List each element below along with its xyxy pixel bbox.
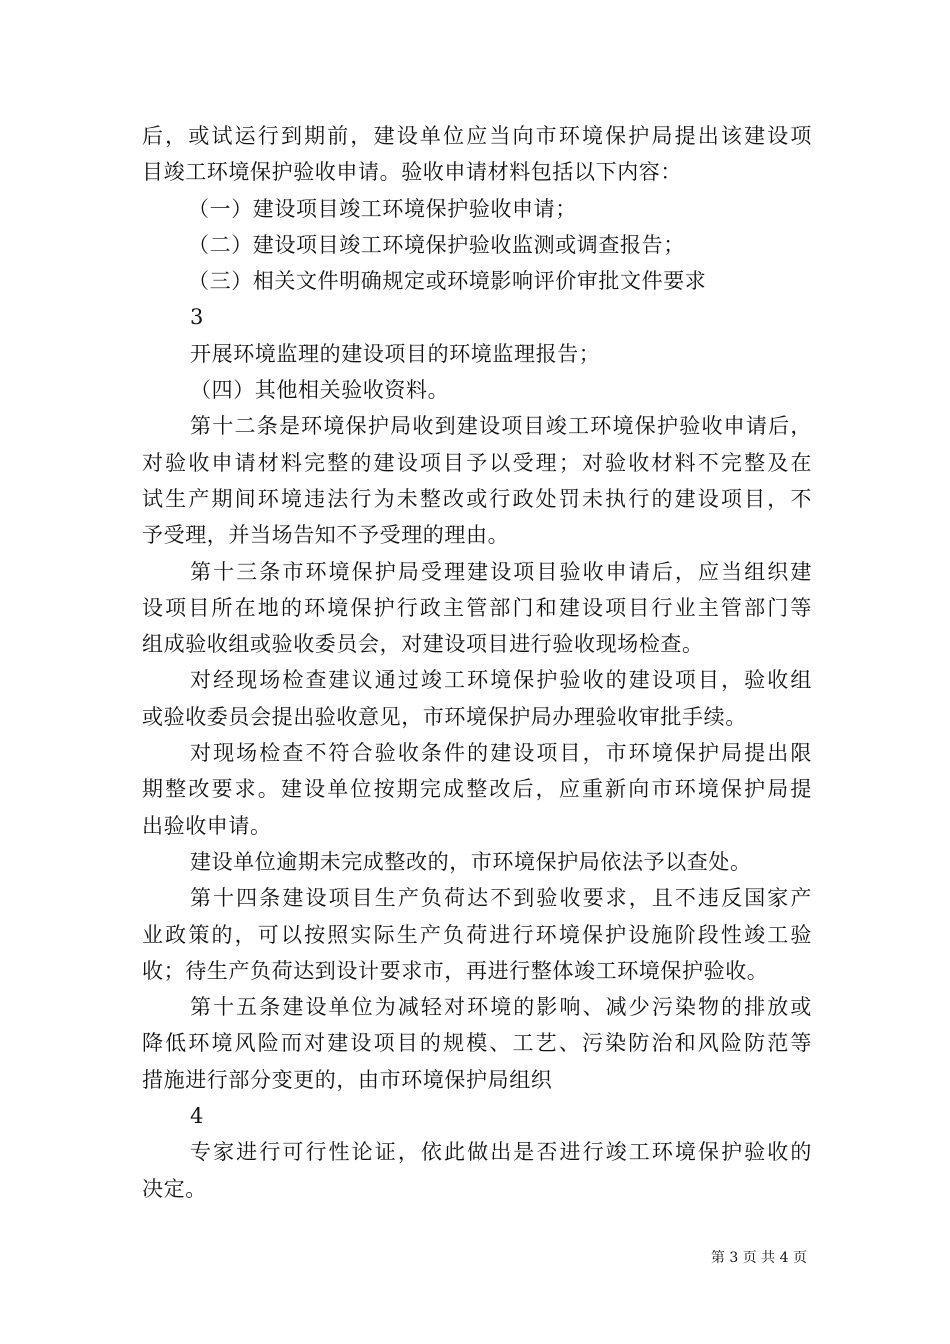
paragraph-line: 专家进行可行性论证，依此做出是否进行竣工环境保护验收的 <box>190 1140 812 1165</box>
paragraph-line: 后，或试运行到期前，建设单位应当向市环境保护局提出该建设项 <box>142 124 812 148</box>
article-line: 对验收申请材料完整的建设项目予以受理；对验收材料不完整及在 <box>142 450 812 475</box>
article-line: 设项目所在地的环境保护行政主管部门和建设项目行业主管部门等 <box>142 595 812 620</box>
article-line: 第十二条是环境保护局收到建设项目竣工环境保护验收申请后， <box>190 414 812 439</box>
article-line: 第十三条市环境保护局受理建设项目验收申请后，应当组织建 <box>190 559 812 584</box>
inline-page-number: 3 <box>190 305 204 330</box>
paragraph-line: 或验收委员会提出验收意见，市环境保护局办理验收审批手续。 <box>142 704 747 729</box>
paragraph-line: 开展环境监理的建设项目的环境监理报告； <box>190 341 601 366</box>
article-line: 予受理，并当场告知不予受理的理由。 <box>142 523 510 548</box>
article-line: 组成验收组或验收委员会，对建设项目进行验收现场检查。 <box>142 632 704 657</box>
article-line: 第十四条建设项目生产负荷达不到验收要求，且不违反国家产 <box>190 886 812 911</box>
list-item: （二）建设项目竣工环境保护验收监测或调查报告； <box>188 232 685 257</box>
article-line: 收；待生产负荷达到设计要求市，再进行整体竣工环境保护验收。 <box>142 958 769 983</box>
paragraph-line: 对经现场检查建议通过竣工环境保护验收的建设项目，验收组 <box>190 668 812 693</box>
article-line: 第十五条建设单位为减轻对环境的影响、减少污染物的排放或 <box>190 995 812 1020</box>
paragraph-line: 建设单位逾期未完成整改的，市环境保护局依法予以查处。 <box>190 849 752 874</box>
paragraph-line: 对现场检查不符合验收条件的建设项目，市环境保护局提出限 <box>190 741 812 766</box>
page-footer: 第 3 页 共 4 页 <box>710 1250 807 1266</box>
article-line: 试生产期间环境违法行为未整改或行政处罚未执行的建设项目，不 <box>142 486 812 511</box>
list-item: （四）其他相关验收资料。 <box>190 378 450 403</box>
paragraph-line: 出验收申请。 <box>142 813 272 838</box>
paragraph-line: 决定。 <box>142 1176 207 1201</box>
article-line: 措施进行部分变更的，由市环境保护局组织 <box>142 1067 553 1092</box>
article-line: 业政策的，可以按照实际生产负荷进行环境保护设施阶段性竣工验 <box>142 922 812 947</box>
paragraph-line: 目竣工环境保护验收申请。验收申请材料包括以下内容： <box>142 160 682 185</box>
paragraph-line: 期整改要求。建设单位按期完成整改后，应重新向市环境保护局提 <box>142 777 812 802</box>
list-item: （一）建设项目竣工环境保护验收申请； <box>188 196 577 221</box>
article-line: 降低环境风险而对建设项目的规模、工艺、污染防治和风险防范等 <box>142 1031 812 1056</box>
list-item: （三）相关文件明确规定或环境影响评价审批文件要求 <box>188 269 707 294</box>
body-text <box>142 118 812 1207</box>
inline-page-number: 4 <box>190 1104 204 1129</box>
